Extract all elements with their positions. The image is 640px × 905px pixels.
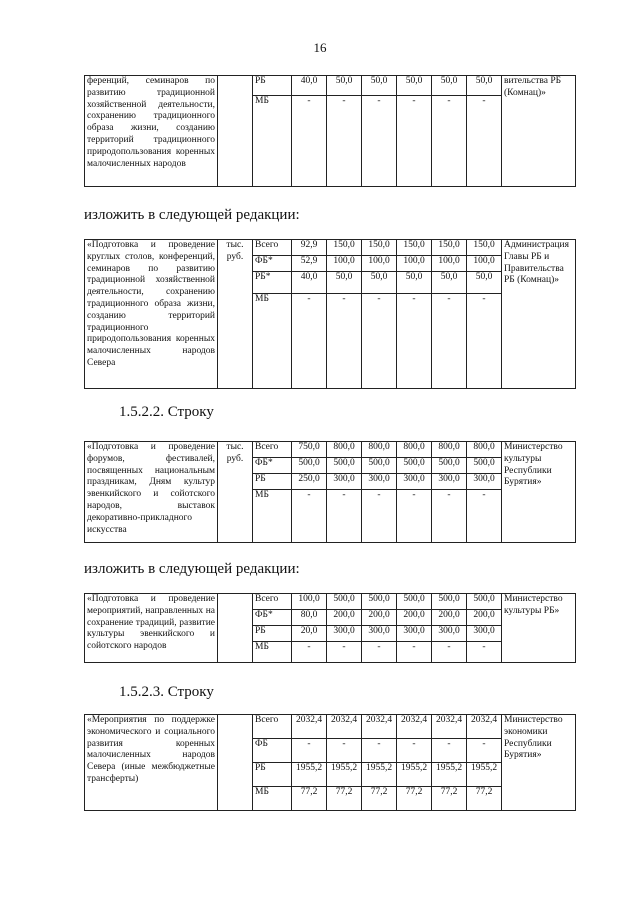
table-row-new-edition-1 <box>84 239 576 389</box>
value-cell: 500,0 <box>327 458 362 474</box>
source-label: РБ <box>253 763 292 787</box>
value-cell: 150,0 <box>467 240 502 256</box>
value-cell: - <box>327 96 362 187</box>
value-cell: 1955,2 <box>292 763 327 787</box>
activity-name: ференций, семинаров по развитию традиционной хозяйственной деятельности, сохранению традиционного образа жизни, созданию территорий традиционного природопользования коренных малочисленных народов <box>85 76 218 187</box>
value-cell: 50,0 <box>327 76 362 96</box>
source-label: ФБ* <box>253 458 292 474</box>
value-cell: 50,0 <box>397 272 432 294</box>
activity-name: «Подготовка и проведение форумов, фестивалей, посвященных национальным праздникам, Дням культур эвенкийского и сойотского народов, выставок декоративно-прикладного искусства <box>85 442 218 543</box>
value-cell: 200,0 <box>432 610 467 626</box>
value-cell: 500,0 <box>467 458 502 474</box>
value-cell: 77,2 <box>397 787 432 811</box>
value-cell: - <box>397 294 432 389</box>
activity-name: «Подготовка и проведение круглых столов, конференций, семинаров по развитию традиционной хозяйственной деятельности, сохранению традиционного образа жизни, созданию территорий традиционного природопользования коренных малочисленных народов Севера <box>85 240 218 389</box>
value-cell: 2032,4 <box>432 715 467 739</box>
value-cell: 300,0 <box>327 626 362 642</box>
value-cell: 1955,2 <box>467 763 502 787</box>
value-cell: 500,0 <box>467 594 502 610</box>
value-cell: 77,2 <box>467 787 502 811</box>
value-cell: - <box>467 490 502 543</box>
value-cell: 200,0 <box>362 610 397 626</box>
value-cell: - <box>292 96 327 187</box>
section-heading: изложить в следующей редакции: <box>84 561 300 577</box>
table-row-new-edition-2 <box>84 593 576 663</box>
source-label: ФБ* <box>253 610 292 626</box>
value-cell: 50,0 <box>467 76 502 96</box>
activity-name: «Подготовка и проведение мероприятий, направленных на сохранение традиций, развитие культуры эвенкийского и сойотского народов <box>85 594 218 663</box>
value-cell: - <box>397 490 432 543</box>
value-cell: - <box>467 642 502 663</box>
value-cell: - <box>292 294 327 389</box>
value-cell: 300,0 <box>362 626 397 642</box>
source-label: МБ <box>253 294 292 389</box>
value-cell: 800,0 <box>467 442 502 458</box>
value-cell: 100,0 <box>467 256 502 272</box>
value-cell: 800,0 <box>397 442 432 458</box>
value-cell: 150,0 <box>432 240 467 256</box>
source-label: МБ <box>253 490 292 543</box>
value-cell: 2032,4 <box>397 715 432 739</box>
value-cell: 1955,2 <box>327 763 362 787</box>
value-cell: 100,0 <box>327 256 362 272</box>
source-label: ФБ* <box>253 256 292 272</box>
value-cell: - <box>432 96 467 187</box>
value-cell: 80,0 <box>292 610 327 626</box>
value-cell: 500,0 <box>362 594 397 610</box>
value-cell: 50,0 <box>397 76 432 96</box>
value-cell: 20,0 <box>292 626 327 642</box>
unit-cell: тыс. руб. <box>218 442 253 543</box>
table-fragment-original <box>84 75 576 187</box>
value-cell: 800,0 <box>327 442 362 458</box>
value-cell: - <box>327 739 362 763</box>
table-row-original-1523 <box>84 714 576 811</box>
value-cell: - <box>292 490 327 543</box>
value-cell: 500,0 <box>292 458 327 474</box>
value-cell: 200,0 <box>397 610 432 626</box>
value-cell: 150,0 <box>362 240 397 256</box>
value-cell: 100,0 <box>397 256 432 272</box>
page-number: 16 <box>313 40 327 55</box>
value-cell: - <box>327 294 362 389</box>
value-cell: - <box>362 96 397 187</box>
value-cell: - <box>467 739 502 763</box>
value-cell: 250,0 <box>292 474 327 490</box>
executor-cell: Администрация Главы РБ и Правительства РБ (Комнац)» <box>502 240 576 389</box>
value-cell: - <box>397 642 432 663</box>
section-heading: изложить в следующей редакции: <box>84 207 300 223</box>
value-cell: 2032,4 <box>292 715 327 739</box>
value-cell: 52,9 <box>292 256 327 272</box>
executor-cell: Министерство культуры РБ» <box>502 594 576 663</box>
source-label: Всего <box>253 240 292 256</box>
value-cell: - <box>432 739 467 763</box>
value-cell: 40,0 <box>292 272 327 294</box>
value-cell: 750,0 <box>292 442 327 458</box>
source-label: ФБ <box>253 739 292 763</box>
value-cell: 77,2 <box>327 787 362 811</box>
value-cell: 50,0 <box>432 76 467 96</box>
value-cell: 150,0 <box>327 240 362 256</box>
value-cell: 300,0 <box>432 474 467 490</box>
value-cell: 500,0 <box>327 594 362 610</box>
value-cell: 300,0 <box>467 474 502 490</box>
unit-cell <box>218 76 253 187</box>
value-cell: 150,0 <box>397 240 432 256</box>
section-heading: 1.5.2.2. Строку <box>119 404 214 420</box>
value-cell: - <box>467 96 502 187</box>
value-cell: 300,0 <box>397 474 432 490</box>
value-cell: 1955,2 <box>397 763 432 787</box>
source-label: РБ <box>253 626 292 642</box>
value-cell: 500,0 <box>362 458 397 474</box>
value-cell: 500,0 <box>397 458 432 474</box>
source-label: РБ* <box>253 272 292 294</box>
source-label: МБ <box>253 96 292 187</box>
source-label: РБ <box>253 474 292 490</box>
value-cell: - <box>432 642 467 663</box>
value-cell: 2032,4 <box>362 715 397 739</box>
source-label: Всего <box>253 594 292 610</box>
value-cell: 50,0 <box>327 272 362 294</box>
value-cell: - <box>362 294 397 389</box>
value-cell: 100,0 <box>362 256 397 272</box>
value-cell: - <box>327 642 362 663</box>
value-cell: 300,0 <box>327 474 362 490</box>
value-cell: 500,0 <box>432 594 467 610</box>
value-cell: - <box>397 96 432 187</box>
value-cell: - <box>467 294 502 389</box>
activity-name: «Мероприятия по поддержке экономического и социального развития коренных малочисленных народов Севера (иные межбюджетные трансферты) <box>85 715 218 811</box>
value-cell: - <box>432 294 467 389</box>
value-cell: 300,0 <box>432 626 467 642</box>
value-cell: 50,0 <box>467 272 502 294</box>
value-cell: - <box>432 490 467 543</box>
value-cell: 300,0 <box>397 626 432 642</box>
table-row-original-1522 <box>84 441 576 543</box>
value-cell: 500,0 <box>397 594 432 610</box>
value-cell: 1955,2 <box>432 763 467 787</box>
value-cell: 300,0 <box>362 474 397 490</box>
value-cell: 50,0 <box>362 76 397 96</box>
value-cell: 92,9 <box>292 240 327 256</box>
value-cell: 50,0 <box>362 272 397 294</box>
value-cell: - <box>292 642 327 663</box>
unit-cell: тыс. руб. <box>218 240 253 389</box>
value-cell: 500,0 <box>432 458 467 474</box>
value-cell: 100,0 <box>292 594 327 610</box>
value-cell: 300,0 <box>467 626 502 642</box>
value-cell: - <box>362 739 397 763</box>
executor-cell: вительства РБ (Комнац)» <box>502 76 576 187</box>
value-cell: 800,0 <box>362 442 397 458</box>
source-label: Всего <box>253 442 292 458</box>
section-heading: 1.5.2.3. Строку <box>119 684 214 700</box>
value-cell: 2032,4 <box>467 715 502 739</box>
value-cell: 100,0 <box>432 256 467 272</box>
executor-cell: Министерство культуры Республики Бурятия» <box>502 442 576 543</box>
unit-cell <box>218 715 253 811</box>
value-cell: 200,0 <box>467 610 502 626</box>
value-cell: - <box>292 739 327 763</box>
value-cell: 200,0 <box>327 610 362 626</box>
value-cell: 40,0 <box>292 76 327 96</box>
value-cell: - <box>362 642 397 663</box>
source-label: МБ <box>253 642 292 663</box>
value-cell: 2032,4 <box>327 715 362 739</box>
value-cell: - <box>362 490 397 543</box>
value-cell: - <box>327 490 362 543</box>
unit-cell <box>218 594 253 663</box>
value-cell: 77,2 <box>432 787 467 811</box>
source-label: РБ <box>253 76 292 96</box>
value-cell: 800,0 <box>432 442 467 458</box>
value-cell: 77,2 <box>362 787 397 811</box>
value-cell: 77,2 <box>292 787 327 811</box>
value-cell: 1955,2 <box>362 763 397 787</box>
source-label: МБ <box>253 787 292 811</box>
executor-cell: Министерство экономики Республики Бурятия» <box>502 715 576 811</box>
source-label: Всего <box>253 715 292 739</box>
value-cell: - <box>397 739 432 763</box>
value-cell: 50,0 <box>432 272 467 294</box>
